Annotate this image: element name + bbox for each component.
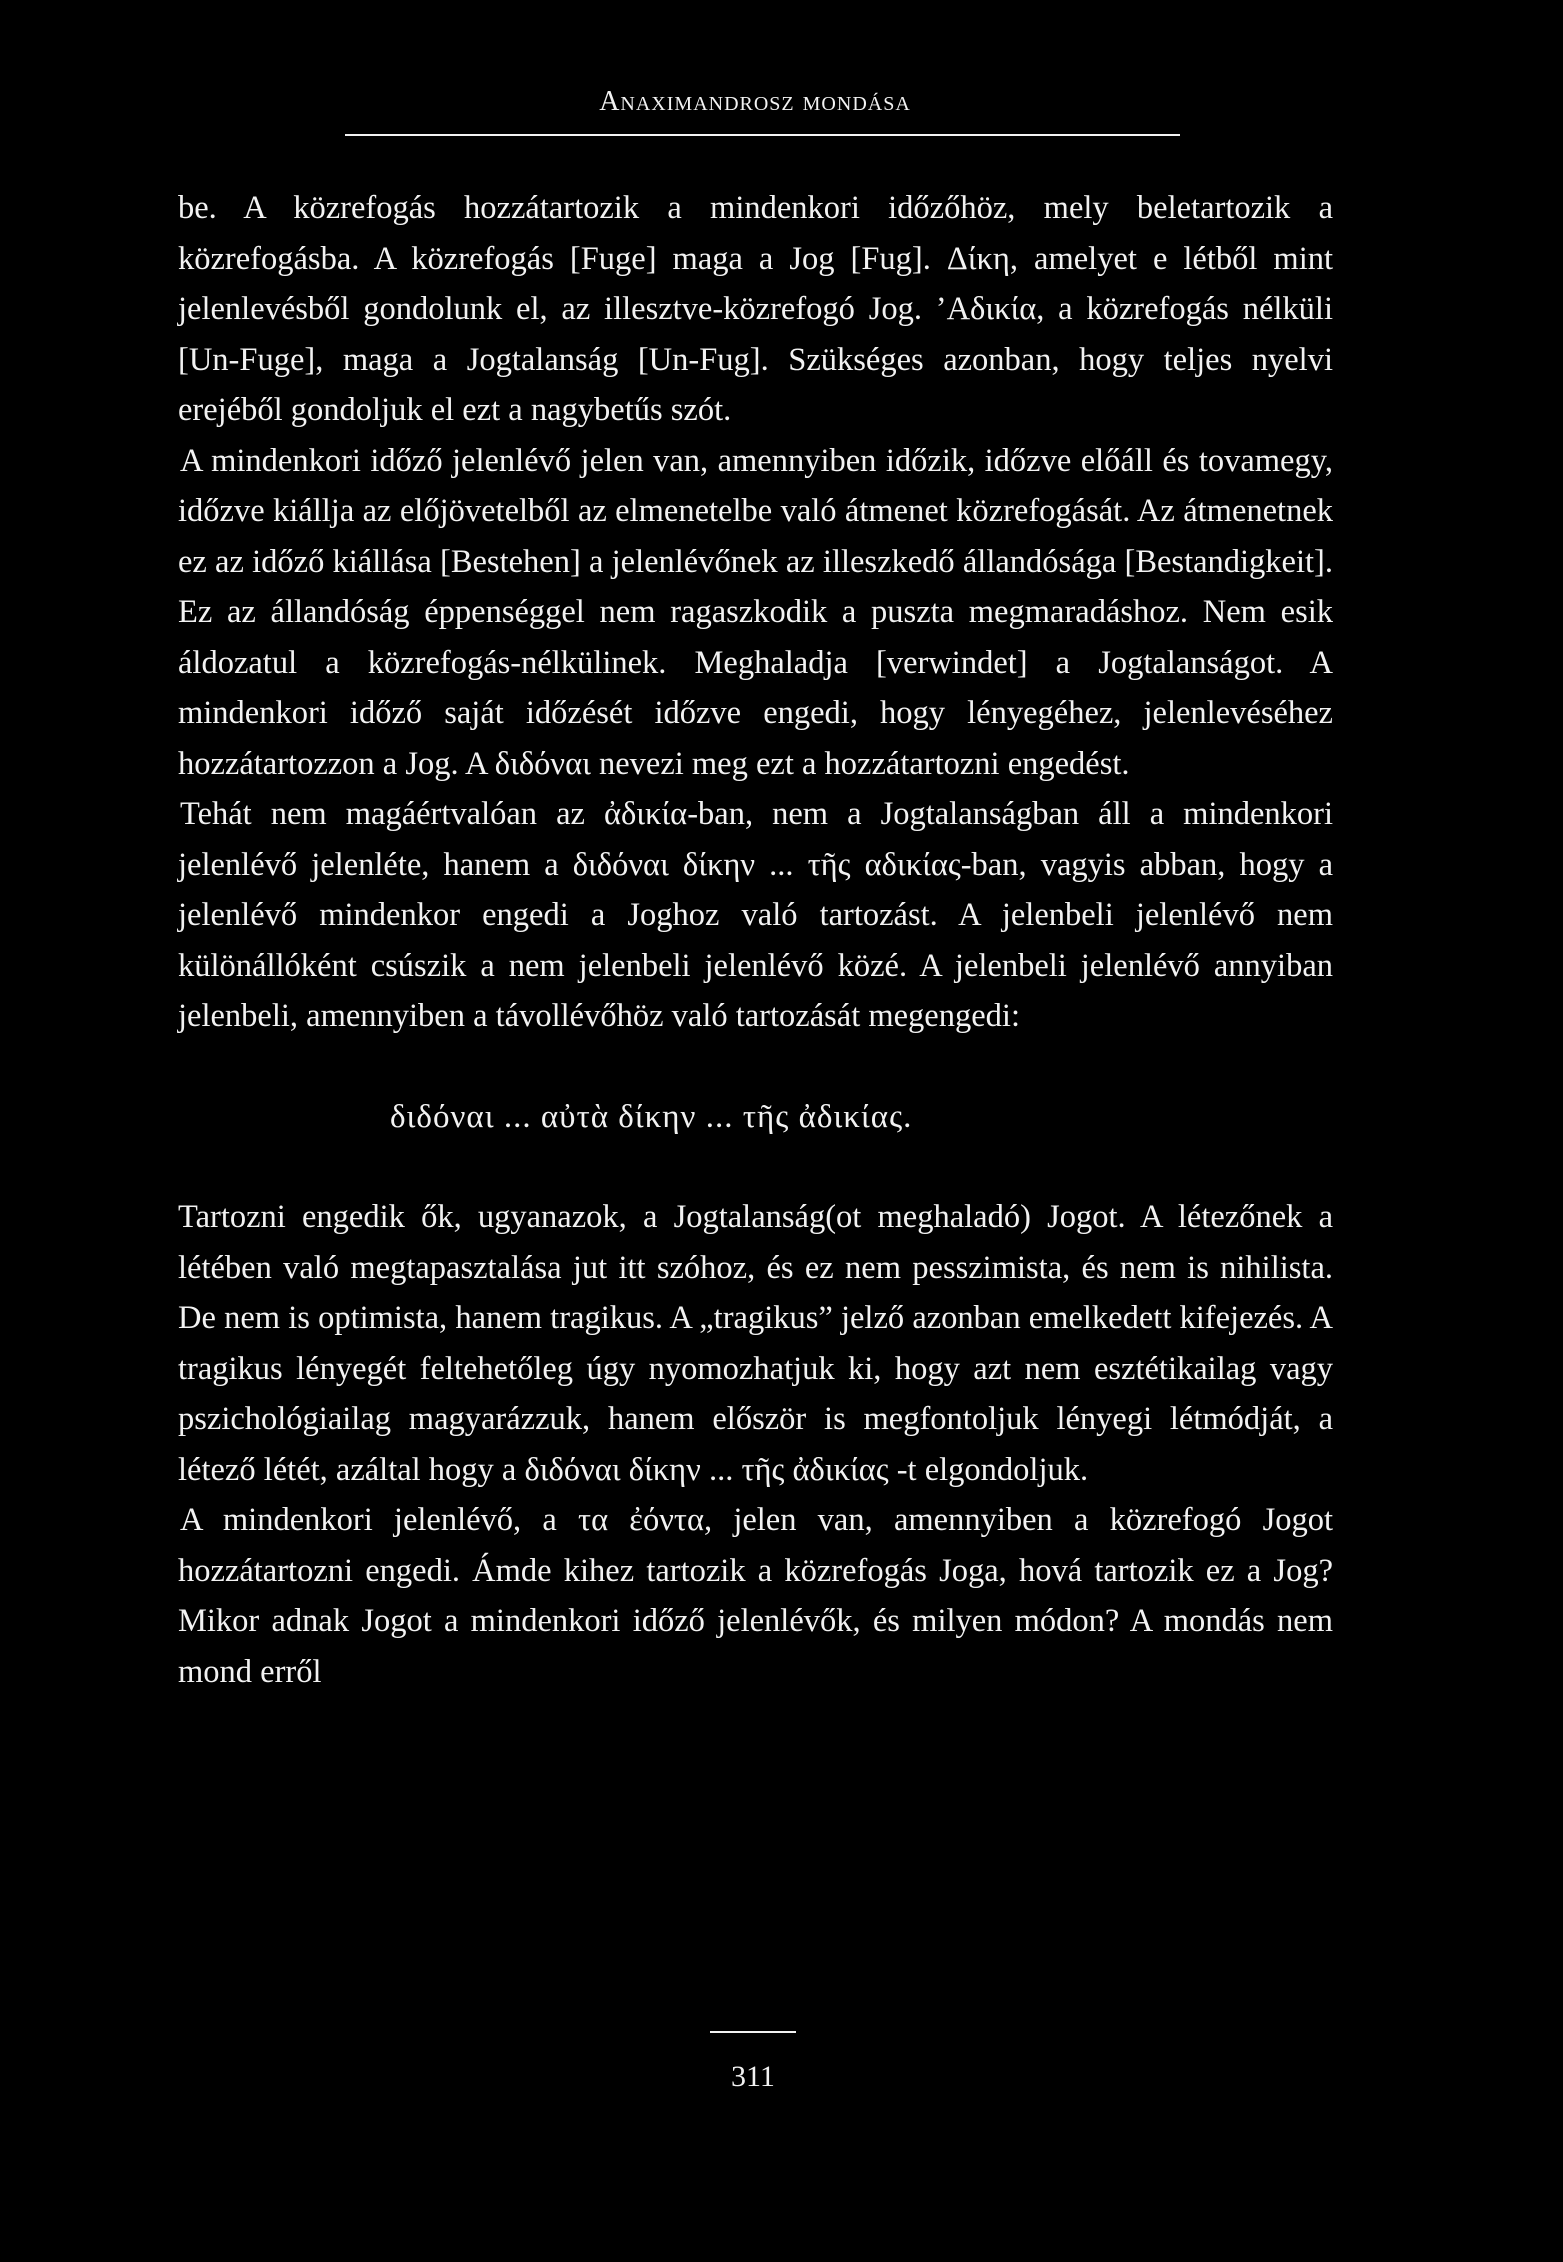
page-number: 311	[731, 2060, 775, 2093]
body-text	[178, 183, 1333, 1697]
paragraph-4: Tartozni engedik ők, ugyanazok, a Jogtalanság(ot meghaladó) Jogot. A létezőnek a létében való megtapasztalása jut itt szóhoz, és ez nem pesszimista, és nem is nihilista. De nem is optimista, hanem tragikus. A „tragikus” jelző azonban emelkedett kifejezés. A tragikus lényegét feltehetőleg úgy nyomozhatjuk ki, hogy azt nem esztétikailag vagy pszichológiailag magyarázzuk, hanem először is megfontoljuk lényegi létmódját, a létező létét, azáltal hogy a διδόναι δίκην ... τῆς ἀδικίας -t elgondoljuk.	[178, 1199, 1333, 1488]
paragraph-1: be. A közrefogás hozzátartozik a mindenkori időzőhöz, mely beletartozik a közrefogásba. A közrefogás [Fuge] maga a Jog [Fug]. Δίκη, amelyet e létből mint jelenlevésből gondolunk el, az illesztve-közrefogó Jog. ’Αδικία, a közrefogás nélküli [Un-Fuge], maga a Jogtalanság [Un-Fug]. Szükséges azonban, hogy teljes nyelvi erejéből gondoljuk el ezt a nagybetűs szót.	[178, 190, 1333, 428]
greek-quotation: διδόναι ... αὐτὰ δίκην ... τῆς ἀδικίας.	[390, 1098, 913, 1135]
paragraph-5: A mindenkori jelenlévő, a τα ἐόντα, jelen van, amennyiben a közrefogó Jogot hozzátartozni engedi. Ámde kihez tartozik a közrefogás Joga, hová tartozik ez a Jog? Mikor adnak Jogot a mindenkori időző jelenlévők, és milyen módon? A mondás nem mond erről	[178, 1502, 1333, 1690]
header-rule	[345, 134, 1180, 136]
paragraph-3: Tehát nem magáértvalóan az ἀδικία-ban, nem a Jogtalanságban áll a mindenkori jelenlévő jelenléte, hanem a διδόναι δίκην ... τῆς αδικίας-ban, vagyis abban, hogy a jelenlévő mindenkor engedi a Joghoz való tartozást. A jelenbeli jelenlévő nem különállóként csúszik a nem jelenbeli jelenlévő közé. A jelenbeli jelenlévő annyiban jelenbeli, amennyiben a távollévőhöz való tartozását megengedi:	[178, 796, 1333, 1034]
paragraph-2: A mindenkori időző jelenlévő jelen van, amennyiben időzik, időzve előáll és tovamegy, időzve kiállja az előjövetelből az elmenetelbe való átmenet közrefogását. Az átmenetnek ez az időző kiállása [Bestehen] a jelenlévőnek az illeszkedő állandósága [Bestandigkeit]. Ez az állandóság éppenséggel nem ragaszkodik a puszta megmaradáshoz. Nem esik áldozatul a közrefogás-nélkülinek. Meghaladja [verwindet] a Jogtalanságot. A mindenkori időző saját időzését időzve engedi, hogy lényegéhez, jelenlevéséhez hozzátartozzon a Jog. A διδόναι nevezi meg ezt a hozzátartozni engedést.	[178, 442, 1333, 782]
running-head: Anaximandrosz mondása	[599, 86, 911, 117]
footer-rule	[710, 2031, 796, 2033]
